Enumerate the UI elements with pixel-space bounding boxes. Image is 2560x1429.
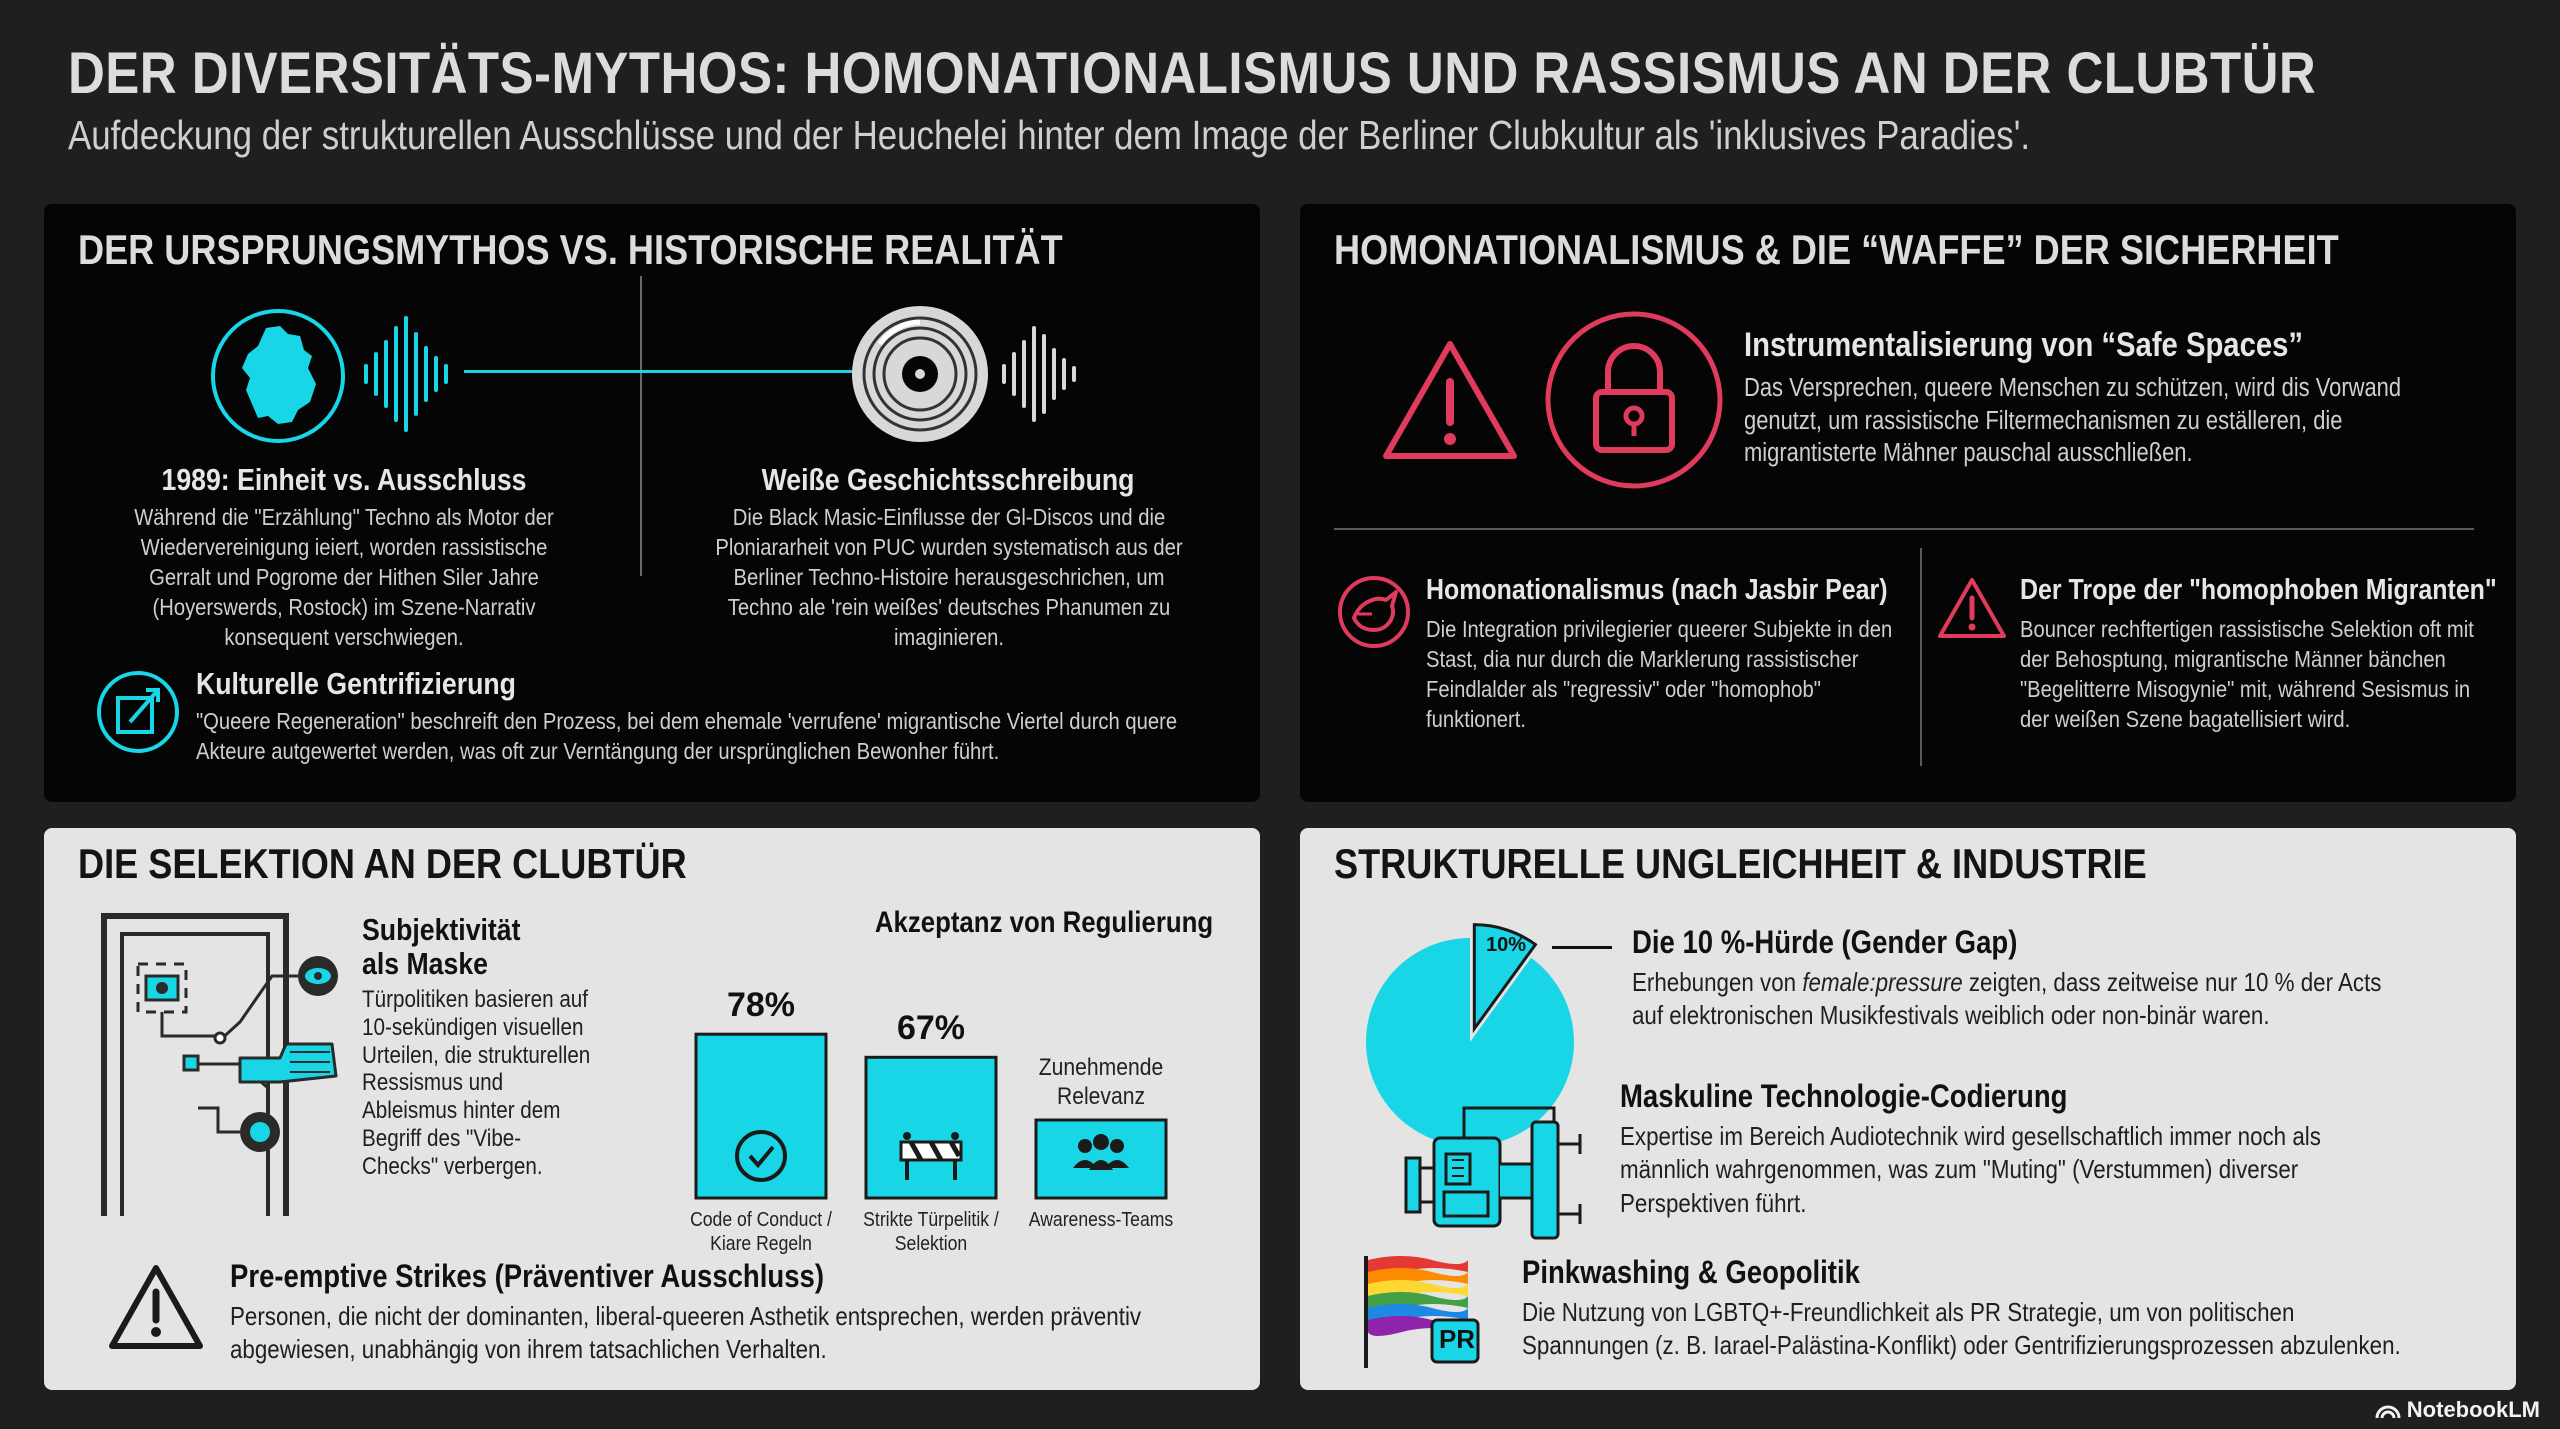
text-subjectivity: Türpolitiken basieren auf 10-sekündigen visuellen Urteilen, die strukturellen Ressismus und Ableismus hinter dem Begriff des "Vibe-Checks" verbergen. [362,986,591,1180]
warning-triangle-icon [1380,338,1520,462]
bar-category-label: Strikte Türpelitik / Selektion [863,1209,999,1255]
chart-title: Akzeptanz von Regulierung [874,906,1214,939]
bar-0 [696,1034,826,1198]
panel-title: HOMONATIONALISMUS & DIE “WAFFE” DER SICHERHEIT [1334,226,2339,273]
notebooklm-icon [2375,1400,2401,1420]
brand-logo [2375,1397,2540,1423]
bar-value-label: 78% [726,986,796,1025]
brand-name: NotebookLM [2406,1397,2540,1422]
panel-title: DIE SELEKTION AN DER CLUBTÜR [78,840,687,887]
heading-homonationalism: Homonationalismus (nach Jasbir Pear) [1426,574,1888,606]
bird-icon [1336,574,1412,650]
vinyl-record-icon [850,304,990,444]
heading-1989: 1989: Einheit vs. Ausschluss [161,462,527,497]
warning-triangle-icon [1936,576,2008,640]
bar-category-label: Awareness-Teams [1028,1209,1174,1231]
lock-icon [1544,310,1724,490]
text-pinkwashing: Die Nutzung von LGBTQ+-Freundlichkeit als PR Strategie, um von politischen Spannungen (z. B. Iarael-Palästina-Konflikt) oder Gentrifizierungsprozessen abzulenken. [1522,1297,2401,1361]
panel-door-selection [44,828,1260,1390]
page-title: DER DIVERSITÄTS-MYTHOS: HOMONATIONALISMUS UND RASSISMUS AN DER CLUBTÜR [68,41,2317,106]
bar-value-label: Zunehmende Relevanz [1038,1054,1164,1110]
heading-mask: als Maske [362,946,488,981]
bar-category-label: Code of Conduct / Kiare Regeln [690,1209,832,1255]
heading-pinkwashing: Pinkwashing & Geopolitik [1522,1254,1860,1290]
door-surveillance-icon [100,912,350,1216]
heading-safe-spaces: Instrumentalisierung von “Safe Spaces” [1744,326,2303,364]
divider [1920,548,1922,766]
pie-leader-line [1552,946,1612,949]
text-safe-spaces: Das Versprechen, queere Menschen zu schützen, wird dis Vorwand genutzt, um rassistische Filtermechanismen zu eställeren, die migrantisterte Mähner pauschal ausschließen. [1744,374,2402,468]
heading-homophobic-migrant-trope: Der Trope der "homophoben Migranten" [2020,574,2497,606]
panel-origin-myth [44,204,1260,802]
text-white-history: Die Black Masic-Einflusse der Gl-Discos und die Ploniararheit von PUC wurden systematisch aus der Berliner Techno-Histoire herausgeschrichen, um Techno ale 'rein weißes' deutsches Phanumen zu imaginieren. [715,504,1183,651]
divider [1334,528,2474,530]
text-homonationalism: Die Integration privilegierier queerer Subjekte in den Stast, dia nur durch die Marklerung rassistischer Feindlalder als "regressiv" oder "homophob" funktionert. [1426,616,1893,733]
pr-badge: PR [1438,1324,1476,1354]
text-masculine-tech: Expertise im Bereich Audiotechnik wird gesellschaftlich immer noch als männlich wahrgenommen, was zum "Muting" (Verstummen) diverser Perspektiven führt. [1620,1121,2321,1218]
page-subtitle: Aufdeckung der strukturellen Ausschlüsse und der Heuchelei hinter dem Image der Berliner Clubkultur als 'inklusives Paradies'. [68,112,2031,158]
bar-1 [866,1057,996,1198]
germany-map-icon [208,306,348,446]
audio-equipment-icon [1404,1094,1614,1244]
heading-subjectivity: Subjektivität [362,912,521,947]
heading-gender-gap: Die 10 %-Hürde (Gender Gap) [1632,924,2018,960]
divider [640,276,642,576]
connector-line [464,370,904,373]
warning-triangle-icon [108,1264,204,1350]
pie-label: 10% [1486,934,1527,956]
panel-title: STRUKTURELLE UNGLEICHHEIT & INDUSTRIE [1334,840,2147,887]
heading-gentrification: Kulturelle Gentrifizierung [196,666,516,701]
text-gentrification: "Queere Regeneration" beschreift den Prozess, bei dem ehemale 'verrufene' migrantische Viertel durch quere Akteure autgewertet werden, was oft zur Verntängung der ursprünglichen Bewonher führt. [196,708,1178,765]
text-gender-gap: Erhebungen von female:pressure zeigten, dass zeitweise nur 10 % der Acts auf elektronischen Musikfestivals weiblich oder non-binär waren. [1632,967,2382,1031]
heading-preemptive-strikes: Pre-emptive Strikes (Präventiver Ausschluss) [230,1258,824,1294]
waveform-icon [362,314,472,434]
text-homophobic-migrant-trope: Bouncer rechftertigen rassistische Selektion oft mit der Behosptung, migrantische Männer bänchen "Begelitterre Misogynie" mit, während Sesismus in der weißen Szene bagatellisiert wird. [2020,616,2474,733]
gentrification-icon [96,670,180,754]
bar-value-label: 67% [896,1009,966,1048]
heading-masculine-tech: Maskuline Technologie-Codierung [1620,1078,2068,1114]
panel-title: DER URSPRUNGSMYTHOS VS. HISTORISCHE REALITÄT [78,226,1063,273]
heading-white-history: Weiße Geschichtsschreibung [761,462,1135,497]
panel-homonationalism [1300,204,2516,802]
panel-structural-inequality [1300,828,2516,1390]
bar-2 [1036,1120,1166,1198]
text-preemptive-strikes: Personen, die nicht der dominanten, liberal-queeren Asthetik entsprechen, werden präventiv abgewiesen, unabhängig von ihrem tatsachlichen Verhalten. [230,1301,1142,1365]
waveform-icon [1000,322,1100,426]
text-1989: Während die "Erzählung" Techno als Motor der Wiedervereinigung ieiert, worden rassistische Gerralt und Pogrome der Hithen Siler Jahre (Hoyerswerds, Rostock) im Szene-Narrativ konsequent verschwiegen. [134,504,554,651]
